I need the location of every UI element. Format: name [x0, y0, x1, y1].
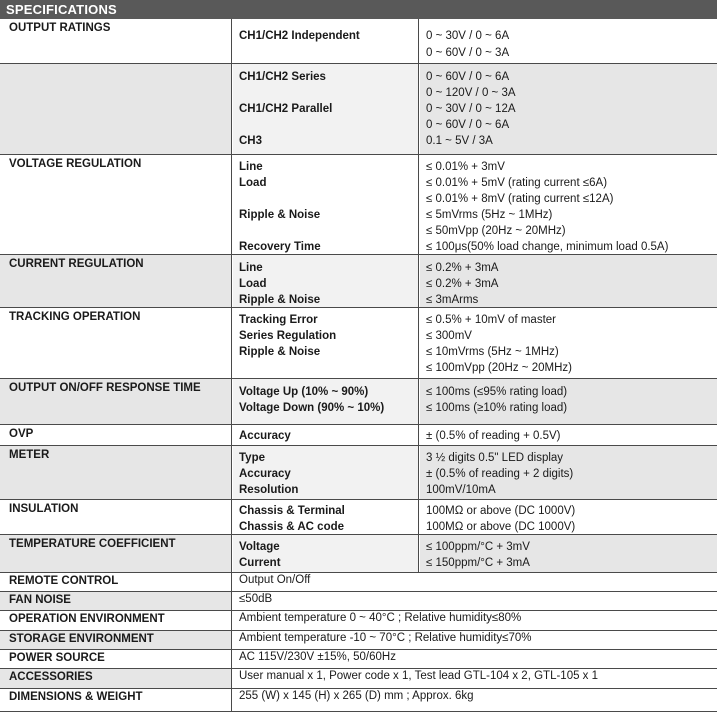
spec-value: ≤ 0.5% + 10mV of master: [426, 314, 556, 326]
spec-value: ≤ 100μs(50% load change, minimum load 0.5A): [426, 241, 669, 253]
spec-parameter: Accuracy: [239, 468, 291, 480]
spec-parameter-column: [233, 64, 419, 154]
spec-parameter: [239, 117, 418, 133]
spec-parameter-column: [233, 425, 419, 445]
spec-parameter: [239, 360, 418, 376]
spec-value: ≤ 0.2% + 3mA: [426, 278, 499, 290]
spec-value: ≤ 0.01% + 5mV (rating current ≤6A): [426, 177, 608, 189]
spec-row: [0, 19, 717, 64]
spec-parameter: CH1/CH2 Series: [239, 71, 326, 83]
spec-row: [0, 650, 717, 669]
spec-value: User manual x 1, Power code x 1, Test lead GTL-104 x 2, GTL-105 x 1: [239, 670, 599, 682]
spec-category: FAN NOISE: [0, 592, 232, 610]
spec-value-column: [420, 535, 717, 572]
spec-category: REMOTE CONTROL: [0, 573, 232, 591]
spec-row: [0, 155, 717, 255]
spec-value: ≤ 100ppm/°C + 3mV: [426, 541, 530, 553]
spec-category: CURRENT REGULATION: [0, 255, 232, 307]
spec-value: ≤50dB: [239, 593, 273, 605]
spec-value-column: [420, 155, 717, 254]
spec-parameter-column: [233, 308, 419, 378]
spec-value-column: [420, 64, 717, 154]
spec-parameter: [239, 191, 418, 207]
spec-value: ≤ 0.01% + 3mV: [426, 161, 505, 173]
spec-parameter-column: [233, 446, 419, 499]
spec-row: [0, 500, 717, 535]
spec-parameter: CH1/CH2 Independent: [239, 30, 360, 42]
spec-value-column: [420, 379, 717, 424]
spec-row: [0, 308, 717, 379]
spec-parameter: Type: [239, 452, 265, 464]
spec-category: DIMENSIONS & WEIGHT: [0, 689, 232, 711]
spec-value: ± (0.5% of reading + 0.5V): [426, 430, 561, 442]
spec-value: ≤ 5mVrms (5Hz ~ 1MHz): [426, 209, 553, 221]
spec-row: [0, 255, 717, 308]
spec-value-column: [420, 425, 717, 445]
spec-row: [0, 64, 717, 155]
spec-value: ≤ 100ms (≥10% rating load): [426, 402, 568, 414]
spec-parameter: Chassis & AC code: [239, 521, 345, 533]
spec-parameter: Chassis & Terminal: [239, 505, 345, 517]
spec-value: ≤ 150ppm/°C + 3mA: [426, 557, 530, 569]
specifications-table: [0, 19, 717, 712]
spec-value: ≤ 300mV: [426, 330, 472, 342]
spec-category: OUTPUT ON/OFF RESPONSE TIME: [0, 379, 232, 424]
spec-value: 0 ~ 60V / 0 ~ 3A: [426, 47, 510, 59]
spec-value: 3 ½ digits 0.5" LED display: [426, 452, 564, 464]
spec-parameter: Load: [239, 278, 267, 290]
spec-parameter: Ripple & Noise: [239, 294, 321, 306]
spec-category: ACCESSORIES: [0, 669, 232, 688]
spec-value: ≤ 100mVpp (20Hz ~ 20MHz): [426, 362, 572, 374]
spec-parameter-column: [233, 379, 419, 424]
spec-parameter: Load: [239, 177, 267, 189]
spec-row: [0, 592, 717, 611]
spec-category: TEMPERATURE COEFFICIENT: [0, 535, 232, 572]
spec-value-column: [420, 255, 717, 307]
spec-parameter-column: [233, 500, 419, 534]
spec-value: AC 115V/230V ±15%, 50/60Hz: [239, 651, 396, 663]
spec-value: 0 ~ 120V / 0 ~ 3A: [426, 87, 516, 99]
spec-parameter-column: [233, 19, 419, 63]
spec-parameter: Voltage Up (10% ~ 90%): [239, 386, 369, 398]
spec-category: [0, 64, 232, 154]
spec-parameter-column: [233, 535, 419, 572]
spec-parameter: Line: [239, 262, 263, 274]
spec-parameter: [239, 85, 418, 101]
spec-row: [0, 379, 717, 425]
spec-parameter: [239, 223, 418, 239]
spec-value: Output On/Off: [239, 574, 311, 586]
spec-parameter-column: [233, 255, 419, 307]
spec-value: ≤ 0.2% + 3mA: [426, 262, 499, 274]
spec-value: Ambient temperature -10 ~ 70°C ; Relative humidity≤70%: [239, 632, 532, 644]
spec-parameter: Resolution: [239, 484, 299, 496]
spec-parameter: Accuracy: [239, 430, 291, 442]
spec-value: 100MΩ or above (DC 1000V): [426, 521, 576, 533]
spec-value-column: [420, 308, 717, 378]
spec-parameter: Ripple & Noise: [239, 346, 321, 358]
spec-category: OUTPUT RATINGS: [0, 19, 232, 63]
spec-row: [0, 669, 717, 689]
spec-category: TRACKING OPERATION: [0, 308, 232, 378]
spec-value: ± (0.5% of reading + 2 digits): [426, 468, 574, 480]
spec-parameter: Current: [239, 557, 281, 569]
spec-value: 255 (W) x 145 (H) x 265 (D) mm ; Approx. 6kg: [239, 690, 474, 702]
spec-parameter: Line: [239, 161, 263, 173]
spec-parameter: CH3: [239, 135, 263, 147]
spec-row: [0, 446, 717, 500]
spec-parameter: Recovery Time: [239, 241, 321, 253]
specifications-header: SPECIFICATIONS: [0, 0, 717, 19]
spec-value: 100MΩ or above (DC 1000V): [426, 505, 576, 517]
spec-category: POWER SOURCE: [0, 650, 232, 668]
spec-row: [0, 611, 717, 631]
spec-parameter-column: [233, 155, 419, 254]
spec-parameter: [239, 44, 418, 60]
spec-value: ≤ 0.01% + 8mV (rating current ≤12A): [426, 193, 614, 205]
spec-row: [0, 689, 717, 712]
spec-parameter: CH1/CH2 Parallel: [239, 103, 333, 115]
spec-category: OPERATION ENVIRONMENT: [0, 611, 232, 630]
spec-value: 0 ~ 60V / 0 ~ 6A: [426, 71, 510, 83]
spec-value: 0 ~ 30V / 0 ~ 12A: [426, 103, 516, 115]
spec-category: VOLTAGE REGULATION: [0, 155, 232, 254]
spec-value: ≤ 10mVrms (5Hz ~ 1MHz): [426, 346, 559, 358]
spec-value: 100mV/10mA: [426, 484, 496, 496]
spec-value: ≤ 100ms (≤95% rating load): [426, 386, 568, 398]
spec-value: ≤ 50mVpp (20Hz ~ 20MHz): [426, 225, 566, 237]
spec-category: STORAGE ENVIRONMENT: [0, 631, 232, 649]
spec-value: 0 ~ 30V / 0 ~ 6A: [426, 30, 510, 42]
spec-row: [0, 535, 717, 573]
spec-category: INSULATION: [0, 500, 232, 534]
spec-value-column: [420, 446, 717, 499]
spec-value-column: [420, 500, 717, 534]
spec-value: 0.1 ~ 5V / 3A: [426, 135, 493, 147]
spec-category: OVP: [0, 425, 232, 445]
spec-parameter: Ripple & Noise: [239, 209, 321, 221]
spec-parameter: Tracking Error: [239, 314, 318, 326]
spec-value: 0 ~ 60V / 0 ~ 6A: [426, 119, 510, 131]
spec-row: [0, 631, 717, 650]
spec-value: ≤ 3mArms: [426, 294, 479, 306]
spec-parameter: Voltage: [239, 541, 280, 553]
spec-parameter: Series Regulation: [239, 330, 337, 342]
spec-parameter: Voltage Down (90% ~ 10%): [239, 402, 385, 414]
spec-row: [0, 573, 717, 592]
spec-value-column: [420, 19, 717, 63]
spec-category: METER: [0, 446, 232, 499]
spec-value: Ambient temperature 0 ~ 40°C ; Relative humidity≤80%: [239, 612, 522, 624]
spec-row: [0, 425, 717, 446]
